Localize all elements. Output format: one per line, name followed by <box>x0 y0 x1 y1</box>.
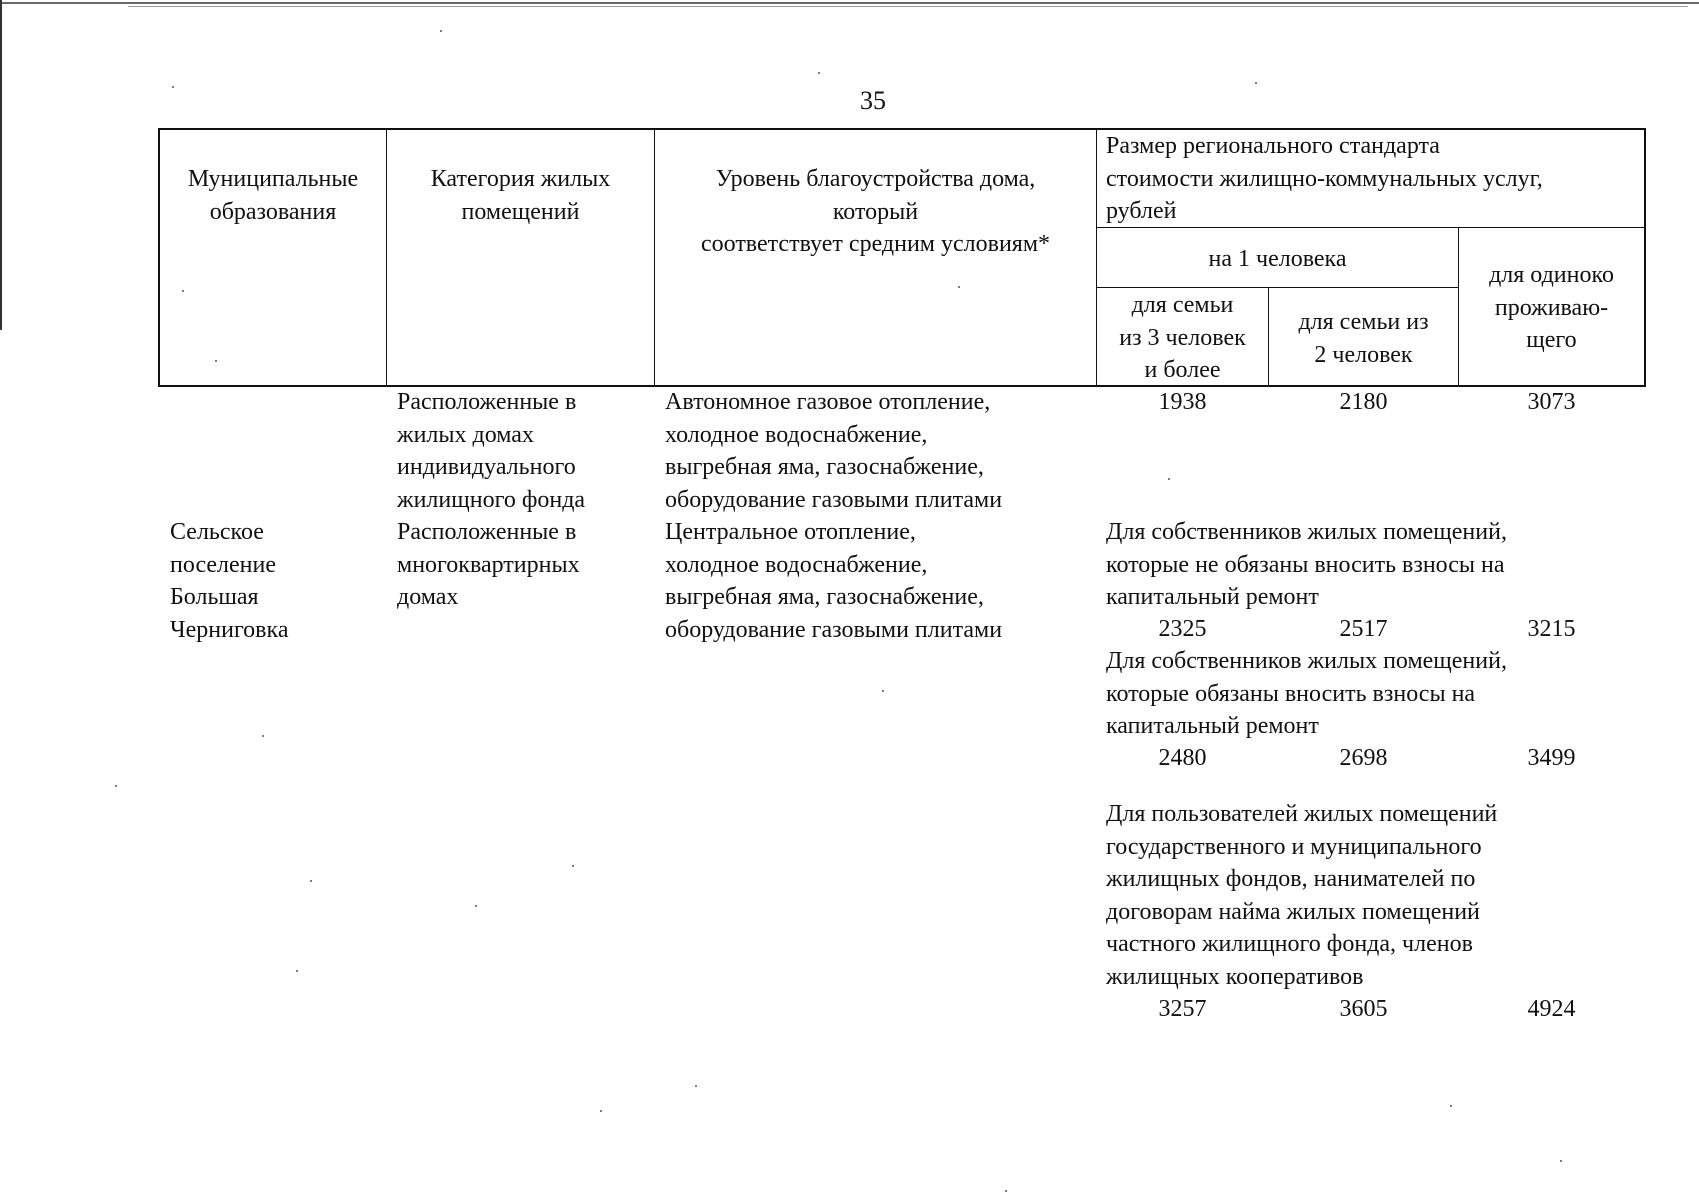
header-category: Категория жилых помещений <box>430 166 611 225</box>
group1-value-family3: 2325 <box>1158 616 1207 642</box>
scan-speck <box>115 785 117 787</box>
group2-value-family2: 2698 <box>1339 745 1388 771</box>
per-person-subheader-line <box>1096 287 1458 288</box>
row1-category: Расположенные в жилых домах индивидуального жилищного фонда <box>397 389 586 513</box>
table-border-right <box>1644 128 1646 387</box>
row2-category: Расположенные в многоквартирных домах <box>397 519 580 610</box>
group3-value-family2: 3605 <box>1339 996 1388 1022</box>
row1-level: Автономное газовое отопление, холодное водоснабжение, выгребная яма, газоснабжение, оборудование газовыми плитами <box>665 389 1003 513</box>
scan-speck <box>572 865 574 867</box>
scan-speck <box>1255 82 1257 84</box>
scan-speck <box>172 86 174 88</box>
row1-value-single: 3073 <box>1527 389 1576 415</box>
row1-value-family2: 2180 <box>1339 389 1388 415</box>
scan-speck <box>310 880 312 882</box>
header-level: Уровень благоустройства дома, который соответствует средним условиям* <box>700 166 1051 257</box>
group3-value-single: 4924 <box>1527 996 1576 1022</box>
scan-speck <box>440 30 442 32</box>
header-family3: для семьи из 3 человек и более <box>1119 292 1246 383</box>
scan-speck <box>215 360 217 362</box>
scan-speck <box>818 72 820 74</box>
group2-label: Для собственников жилых помещений, которые обязаны вносить взносы на капитальный ремонт <box>1106 648 1507 739</box>
scan-speck <box>882 690 884 692</box>
scan-speck <box>1168 478 1170 480</box>
header-single: для одиноко проживаю- щего <box>1489 262 1614 353</box>
scan-speck <box>695 1085 697 1087</box>
group1-value-single: 3215 <box>1527 616 1576 642</box>
group2-value-family3: 2480 <box>1158 745 1207 771</box>
group2-value-single: 3499 <box>1527 745 1576 771</box>
municipality-name: Сельское поселение Большая Черниговка <box>170 519 289 643</box>
scan-speck <box>958 286 960 288</box>
scan-speck <box>262 735 264 737</box>
scan-speck <box>475 905 477 907</box>
scan-speck <box>1005 1190 1007 1192</box>
scan-edge-top <box>0 2 1699 4</box>
scan-speck <box>182 290 184 292</box>
header-standard: Размер регионального стандарта стоимости жилищно-коммунальных услуг, рублей <box>1106 133 1543 224</box>
scan-speck <box>296 970 298 972</box>
row1-value-family3: 1938 <box>1158 389 1207 415</box>
scan-speck <box>1560 1160 1562 1162</box>
group3-value-family3: 3257 <box>1158 996 1207 1022</box>
header-municipality: Муниципальные образования <box>187 166 359 225</box>
group3-label: Для пользователей жилых помещений государственного и муниципального жилищных фондов, нанимателей по договорам найма жилых помещений частного жилищного фонда, членов жилищных кооперативов <box>1106 801 1498 990</box>
scan-speck <box>600 1110 602 1112</box>
scan-speck <box>1450 1105 1452 1107</box>
header-per-person: на 1 человека <box>1208 246 1347 272</box>
scan-edge-left <box>0 0 2 330</box>
group1-label: Для собственников жилых помещений, которые не обязаны вносить взносы на капитальный ремонт <box>1106 519 1507 610</box>
group1-value-family2: 2517 <box>1339 616 1388 642</box>
scan-edge-top-inner <box>128 6 1688 7</box>
page-number: 35 <box>860 86 886 115</box>
row2-level: Центральное отопление, холодное водоснабжение, выгребная яма, газоснабжение, оборудование газовыми плитами <box>665 519 1003 643</box>
header-family2: для семьи из 2 человек <box>1298 309 1429 368</box>
